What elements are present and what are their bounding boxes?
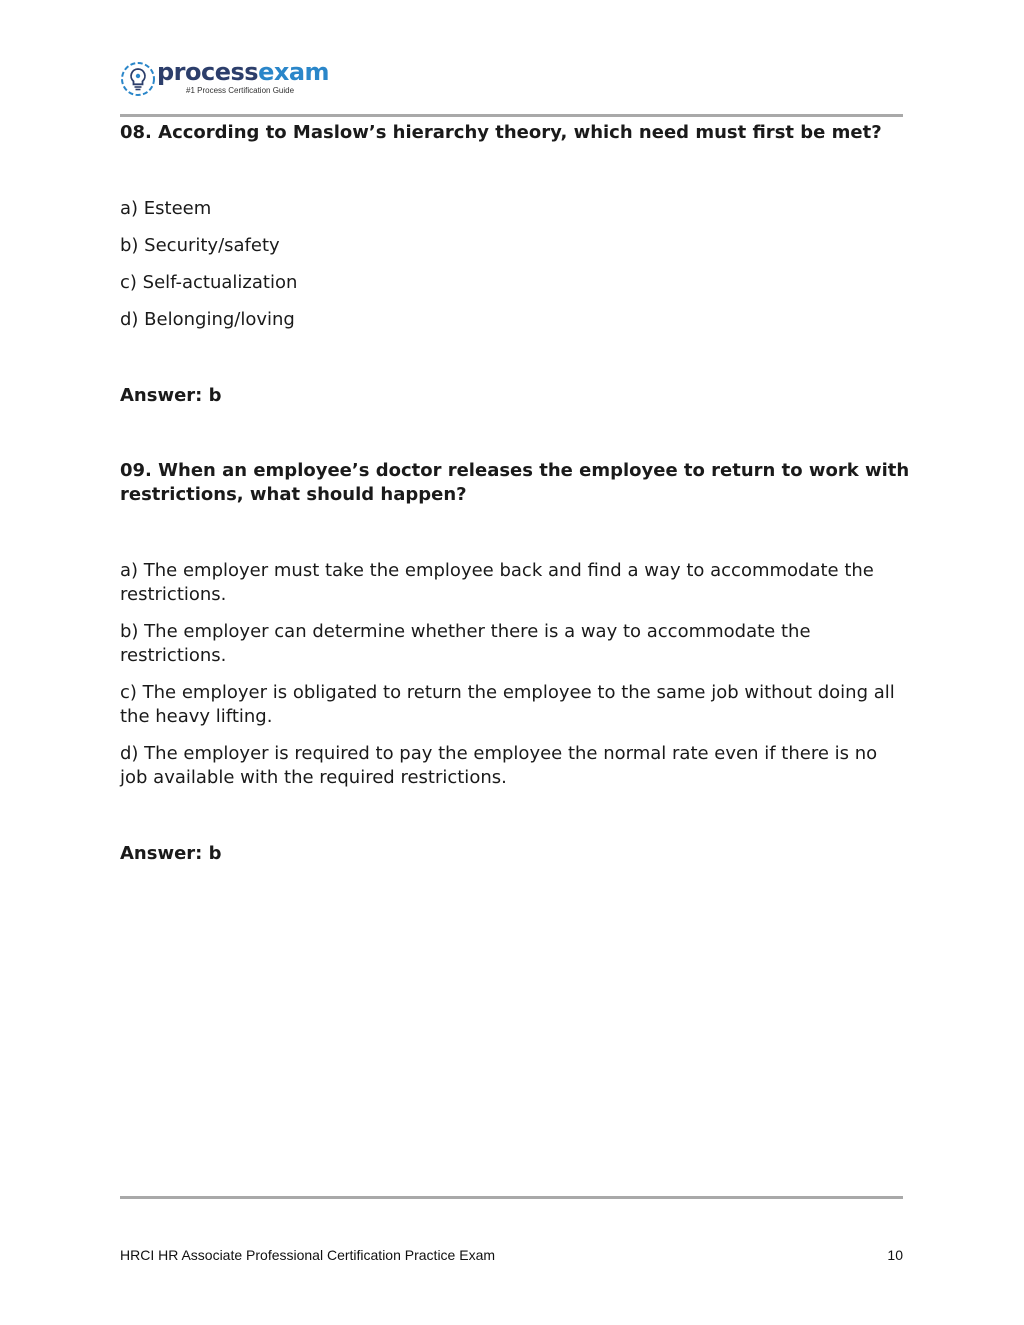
header-divider — [120, 114, 903, 117]
question-09-text: 09. When an employee’s doctor releases the employee to return to work with restrictions, what should happen? — [120, 460, 910, 505]
question-08-text: 08. According to Maslow’s hierarchy theory, which need must first be met? — [120, 122, 882, 143]
question-08-option-a: a) Esteem — [120, 198, 212, 219]
question-09-option-c: c) The employer is obligated to return the employee to the same job without doing all the heavy lifting. — [120, 682, 895, 727]
question-08-block — [120, 121, 910, 145]
logo-word-exam: exam — [258, 58, 330, 86]
logo-tagline: #1 Process Certification Guide — [186, 86, 295, 95]
question-08-answer: Answer: b — [120, 385, 222, 406]
question-08-option-d: d) Belonging/loving — [120, 309, 295, 330]
processexam-logo — [120, 58, 330, 100]
footer-divider — [120, 1196, 903, 1199]
logo-wordmark — [157, 58, 329, 86]
page-number: 10 — [887, 1247, 903, 1263]
question-09-answer-block — [120, 842, 910, 866]
question-09-option-a: a) The employer must take the employee back and find a way to accommodate the restrictions. — [120, 560, 874, 605]
footer-title: HRCI HR Associate Professional Certification Practice Exam — [120, 1247, 496, 1263]
question-09-answer: Answer: b — [120, 843, 222, 864]
question-09-options — [120, 559, 910, 803]
question-09-option-b: b) The employer can determine whether there is a way to accommodate the restrictions. — [120, 621, 811, 666]
question-09-option-d: d) The employer is required to pay the employee the normal rate even if there is no job available with the required restrictions. — [120, 743, 878, 788]
logo-word-process: process — [157, 58, 259, 86]
lightbulb-gear-icon — [120, 61, 156, 97]
question-08-options — [120, 197, 910, 345]
question-08-answer-block — [120, 384, 910, 408]
question-08-option-b: b) Security/safety — [120, 235, 280, 256]
question-08-option-c: c) Self-actualization — [120, 272, 298, 293]
question-09-block — [120, 459, 910, 507]
